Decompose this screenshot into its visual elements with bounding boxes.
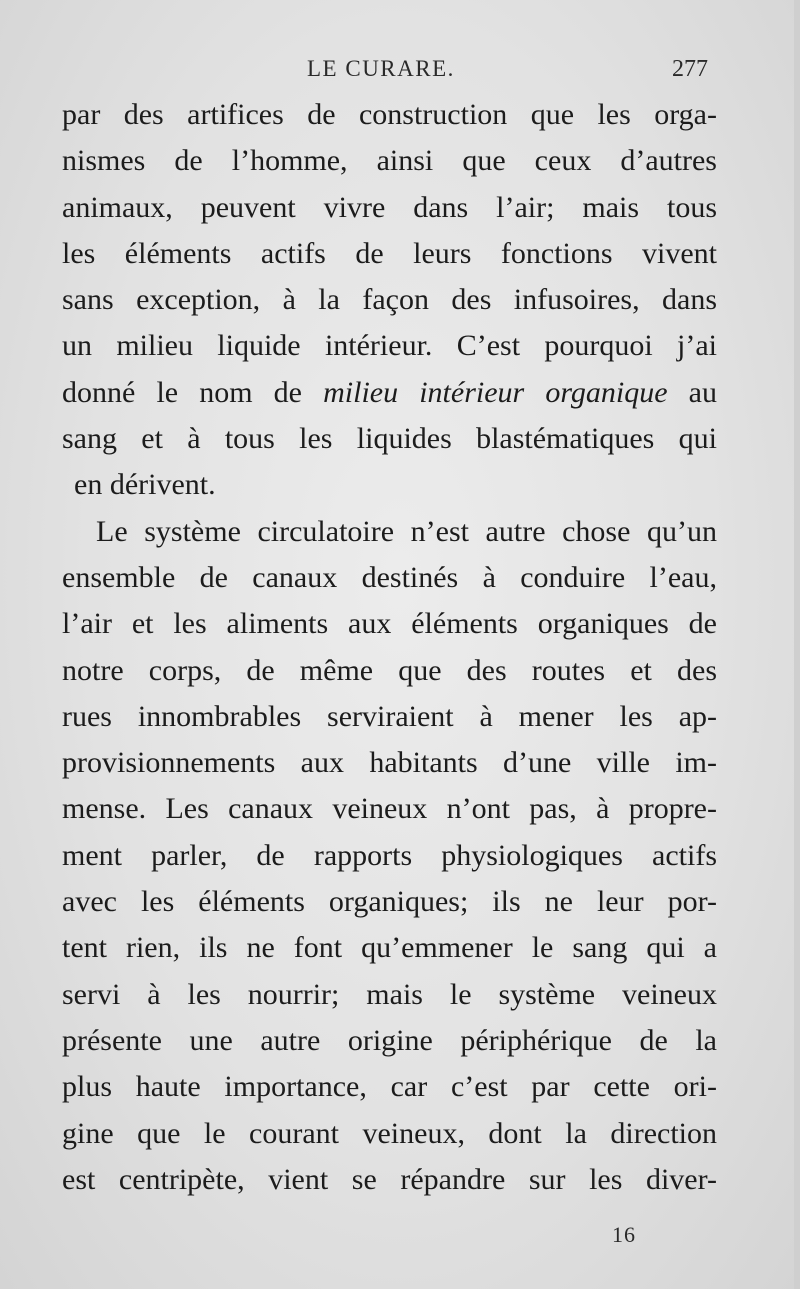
text-line-with-italic bbox=[62, 370, 717, 416]
text-line: les éléments actifs de leurs fonctions vivent bbox=[62, 236, 717, 270]
text-line: animaux, peuvent vivre dans l’air; mais tous bbox=[62, 190, 717, 224]
text-line: ensemble de canaux destinés à conduire l’eau, bbox=[62, 560, 717, 594]
text-line: est centripète, vient se répandre sur les diver- bbox=[62, 1162, 717, 1196]
page-edge bbox=[794, 0, 800, 1289]
text-line: ment parler, de rapports physiologiques actifs bbox=[62, 838, 717, 872]
text-line: sang et à tous les liquides blastématiques qui bbox=[62, 422, 717, 456]
text-line: présente une autre origine périphérique de la bbox=[62, 1023, 717, 1057]
text-line: sans exception, à la façon des infusoires, dans bbox=[62, 283, 717, 317]
text-line: provisionnements aux habitants d’une ville im- bbox=[62, 746, 717, 780]
text-line: nismes de l’homme, ainsi que ceux d’autres bbox=[62, 144, 717, 178]
text-line: l’air et les aliments aux éléments organiques de bbox=[62, 607, 717, 641]
signature-mark: 16 bbox=[612, 1222, 636, 1247]
text-run: au bbox=[667, 375, 717, 409]
text-line: servi à les nourrir; mais le système veineux bbox=[62, 977, 717, 1011]
text-line: gine que le courant veineux, dont la direction bbox=[62, 1116, 717, 1150]
body-text bbox=[62, 92, 717, 1203]
text-line: Le système circulatoire n’est autre chose qu’un bbox=[96, 514, 717, 548]
paragraph-2 bbox=[62, 509, 717, 1203]
text-line: mense. Les canaux veineux n’ont pas, à propre- bbox=[62, 792, 717, 826]
text-line: plus haute importance, car c’est par cette ori- bbox=[62, 1070, 717, 1104]
running-header bbox=[62, 56, 712, 88]
page-number: 277 bbox=[672, 56, 708, 82]
text-line: un milieu liquide intérieur. C’est pourquoi j’ai bbox=[62, 329, 717, 363]
text-line: notre corps, de même que des routes et des bbox=[62, 653, 717, 687]
text-line: par des artifices de construction que les orga- bbox=[62, 98, 717, 131]
running-title: LE CURARE. bbox=[307, 56, 455, 81]
text-line: avec les éléments organiques; ils ne leur por- bbox=[62, 885, 717, 919]
text-line: en dérivent. bbox=[74, 468, 216, 502]
text-run: donné le nom de bbox=[62, 375, 324, 409]
text-line: tent rien, ils ne font qu’emmener le sang qui a bbox=[62, 931, 717, 965]
italic-term: milieu intérieur organique bbox=[323, 375, 668, 409]
text-line: rues innombrables serviraient à mener les ap- bbox=[62, 699, 717, 733]
paragraph-1 bbox=[62, 92, 717, 509]
